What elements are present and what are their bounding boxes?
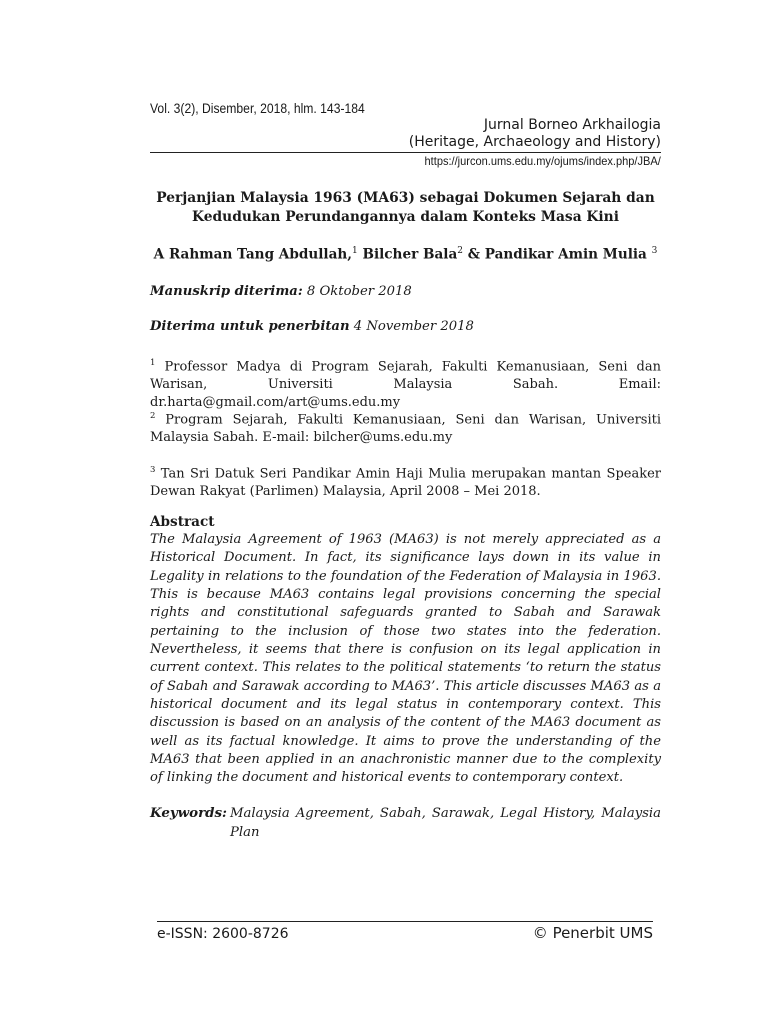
author-name: & Pandikar Amin Mulia bbox=[463, 246, 652, 263]
received-value: 8 Oktober 2018 bbox=[302, 284, 412, 299]
journal-name: Jurnal Borneo Arkhailogia bbox=[483, 117, 661, 133]
author-footnote-ref: 1 bbox=[352, 246, 358, 256]
abstract-body: The Malaysia Agreement of 1963 (MA63) is not merely appreciated as a Historical Document. In fact, its significance lays down in its value in Legality in relations to the foundation of the Federation of Malaysia in 1963. This is because MA63 contains legal provisions concerning the special rights and constitutional safeguards granted to Sabah and Sarawak pertaining to the inclusion of those two states into the federation. Nevertheless, it seems that there is confusion on its legal application in current context. This relates to the political statements ‘to return the status of Sabah and Sarawak according to MA63’. This article discusses MA63 as a historical document and its legal status in contemporary context. This discussion is based on an analysis of the content of the MA63 document as well as its factual knowledge. It aims to prove the understanding of the MA63 that been applied in an anachronistic manner due to the complexity of linking the document and historical events to contemporary context. bbox=[150, 532, 661, 786]
affiliation-text: Professor Madya di Program Sejarah, Fakulti Kemanusiaan, Seni dan Warisan, Universiti Malaysia Sabah. Email: dr.harta@gmail.com/art@ums.edu.my bbox=[150, 359, 661, 411]
affiliation-text: Tan Sri Datuk Seri Pandikar Amin Haji Mulia merupakan mantan Speaker Dewan Rakyat (Parlimen) Malaysia, April 2008 – Mei 2018. bbox=[150, 466, 661, 500]
received-date bbox=[150, 284, 412, 299]
keywords-text: Malaysia Agreement, Sabah, Sarawak, Legal History, Malaysia Plan bbox=[230, 806, 661, 840]
author-name: A Rahman Tang Abdullah, bbox=[153, 246, 352, 263]
issn: e-ISSN: 2600-8726 bbox=[157, 926, 289, 942]
accepted-date bbox=[150, 319, 474, 334]
journal-header bbox=[409, 117, 661, 151]
author-footnote-ref: 2 bbox=[457, 246, 463, 256]
volume-info: Vol. 3(2), Disember, 2018, hlm. 143-184 bbox=[150, 101, 365, 116]
accepted-value: 4 November 2018 bbox=[349, 319, 474, 334]
affiliation-1 bbox=[150, 354, 661, 412]
affiliation-3 bbox=[150, 461, 661, 501]
author-footnote-ref: 3 bbox=[651, 246, 658, 256]
journal-url[interactable]: https://jurcon.ums.edu.my/ojums/index.php/JBA/ bbox=[424, 154, 661, 168]
title-line-1: Perjanjian Malaysia 1963 (MA63) sebagai Dokumen Sejarah dan bbox=[156, 190, 655, 206]
received-label: Manuskrip diterima: bbox=[150, 284, 303, 299]
footer-divider bbox=[157, 921, 653, 922]
abstract-heading: Abstract bbox=[150, 514, 215, 530]
affiliation-text: Program Sejarah, Fakulti Kemanusiaan, Seni dan Warisan, Universiti Malaysia Sabah. E-mail: bilcher@ums.edu.my bbox=[150, 412, 661, 446]
header-divider bbox=[150, 152, 661, 153]
author-list bbox=[150, 246, 661, 263]
title-line-2: Kedudukan Perundangannya dalam Konteks Masa Kini bbox=[192, 209, 619, 225]
affiliation-2 bbox=[150, 407, 661, 447]
journal-subtitle: (Heritage, Archaeology and History) bbox=[408, 134, 661, 150]
affiliation-number: 1 bbox=[150, 358, 156, 368]
affiliation-number: 3 bbox=[150, 465, 156, 475]
publisher: © Penerbit UMS bbox=[532, 924, 653, 942]
article-title bbox=[150, 189, 661, 227]
keywords-label: Keywords: bbox=[150, 805, 228, 821]
accepted-label: Diterima untuk penerbitan bbox=[150, 319, 350, 334]
affiliation-number: 2 bbox=[150, 411, 156, 421]
author-name: Bilcher Bala bbox=[357, 246, 458, 263]
